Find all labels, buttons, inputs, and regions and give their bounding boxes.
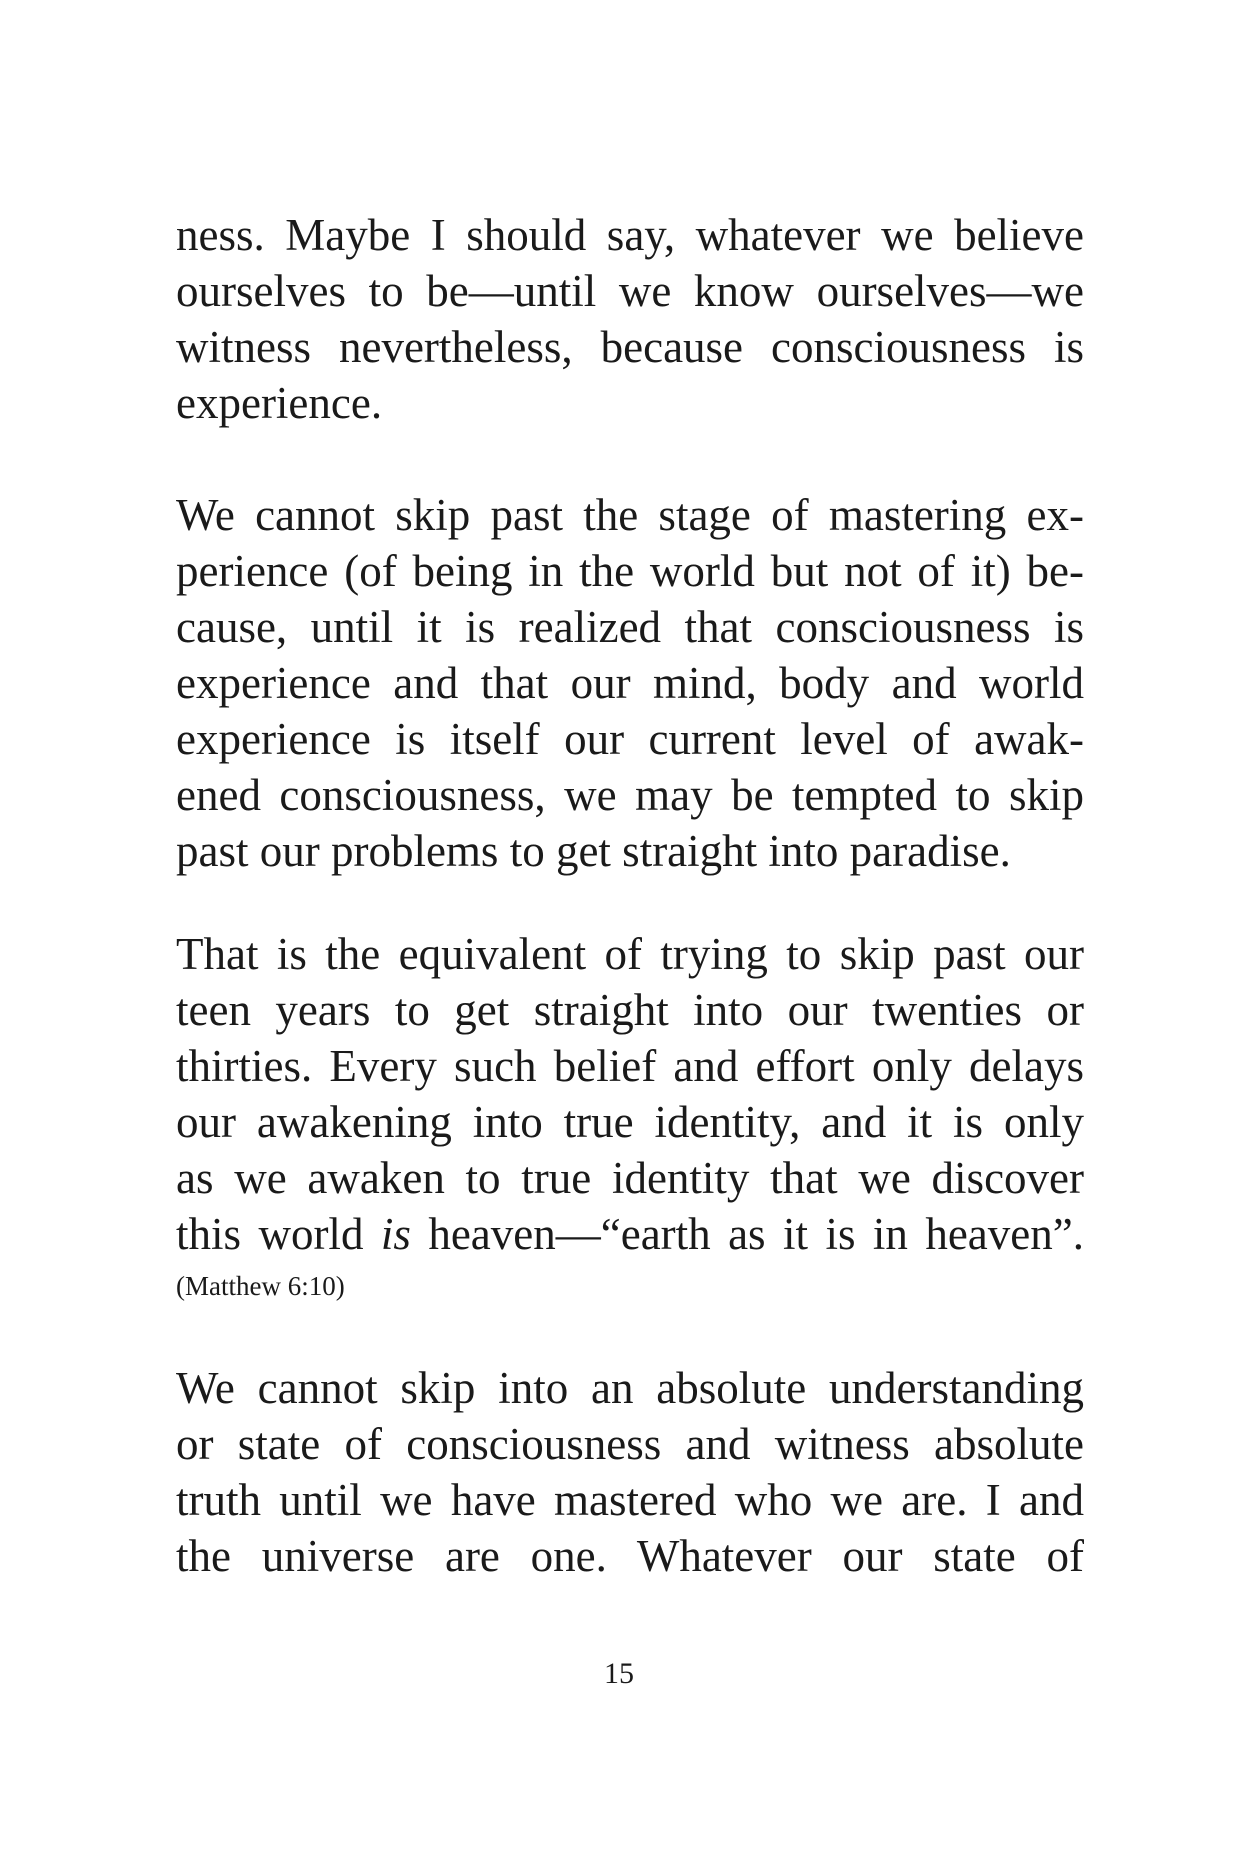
text-line: ened consciousness, we may be tempted to skip	[176, 770, 1084, 820]
paragraph-4	[176, 1360, 1084, 1584]
paragraph-2	[176, 487, 1084, 879]
text-segment: this world	[176, 1209, 381, 1259]
text-line: past our problems to get straight into paradise.	[176, 826, 1011, 876]
text-line: experience.	[176, 378, 383, 428]
citation: (Matthew 6:10)	[176, 1271, 345, 1301]
text-line: experience is itself our current level of awak-	[176, 714, 1084, 764]
page-number: 15	[604, 1657, 634, 1690]
text-line: thirties. Every such belief and effort only delays	[176, 1041, 1084, 1091]
text-line	[176, 1206, 1084, 1262]
text-segment: heaven—“earth as it is in heaven”.	[410, 1209, 1084, 1259]
text-line: witness nevertheless, because consciousness is	[176, 322, 1084, 372]
text-line: or state of consciousness and witness absolute	[176, 1419, 1084, 1469]
text-line: ourselves to be—until we know ourselves—we	[176, 266, 1084, 316]
text-line: the universe are one. Whatever our state of	[176, 1531, 1084, 1581]
text-line: truth until we have mastered who we are. I and	[176, 1475, 1084, 1525]
text-line: perience (of being in the world but not of it) be-	[176, 546, 1084, 596]
text-line: ness. Maybe I should say, whatever we believe	[176, 210, 1084, 260]
emphasis-text: is	[380, 1209, 411, 1259]
text-line: experience and that our mind, body and world	[176, 658, 1084, 708]
text-line: We cannot skip into an absolute understanding	[176, 1363, 1084, 1413]
text-line: teen years to get straight into our twenties or	[176, 985, 1084, 1035]
text-line: cause, until it is realized that consciousness is	[176, 602, 1084, 652]
paragraph-3	[176, 926, 1084, 1262]
text-line: our awakening into true identity, and it is only	[176, 1097, 1084, 1147]
text-line: That is the equivalent of trying to skip past our	[176, 929, 1084, 979]
text-line: as we awaken to true identity that we discover	[176, 1153, 1084, 1203]
paragraph-1	[176, 207, 1084, 431]
text-line: We cannot skip past the stage of mastering ex-	[176, 490, 1084, 540]
